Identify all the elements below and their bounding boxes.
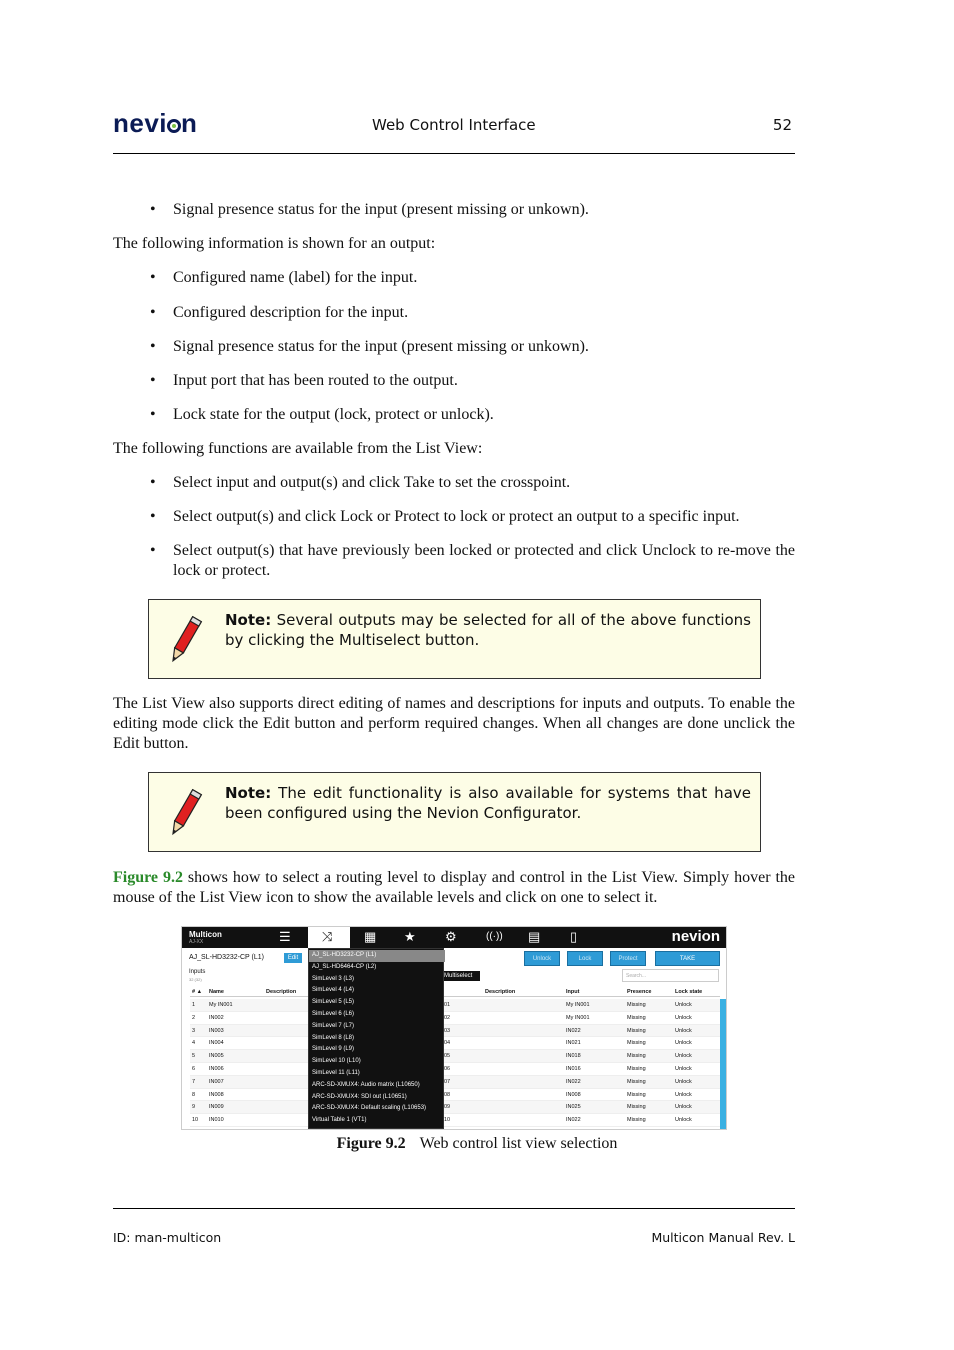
scrollbar[interactable] [720,999,726,1130]
note-text: Note: The edit functionality is also available for systems that have been configured using the Nevion Configurator. [225,784,751,822]
level-option[interactable]: SimLevel 8 (L8) [312,1034,355,1041]
note-text: Note: Several outputs may be selected for all of the above functions by clicking the Multiselect button. [225,611,751,649]
take-button[interactable]: TAKE [655,951,720,966]
list-item: • Signal presence status for the input (present missing or unkown). [150,338,589,355]
level-option[interactable]: AJ_SL-HD3232-CP (L1) [309,950,445,962]
table-row[interactable]: 4 IN004 04 IN021 Missing Unlock [190,1037,720,1050]
list-item: • Select input and output(s) and click Take to set the crosspoint. [150,474,571,491]
table-row[interactable]: 3 IN003 03 IN022 Missing Unlock [190,1025,720,1038]
pencil-icon [167,614,203,666]
list-item: • Select output(s) that have previously been locked or protected and click Unclock to re-move the lock or protect. [150,542,795,579]
level-option[interactable]: AJ_SL-HD6464-CP (L2) [312,963,377,970]
level-dropdown [308,948,444,1129]
table-row[interactable]: 6 IN006 06 IN016 Missing Unlock [190,1063,720,1076]
footer-revision: Multicon Manual Rev. L [651,1230,795,1245]
lock-button[interactable]: Lock [567,951,603,966]
bullet-icon: • [150,269,156,286]
calendar-icon[interactable]: ▤ [528,929,541,944]
table-row[interactable]: 9 IN009 09 IN025 Missing Unlock [190,1101,720,1114]
level-title: AJ_SL-HD3232-CP (L1) [189,954,264,961]
level-option[interactable]: SimLevel 10 (L10) [312,1058,361,1065]
inputs-label: Inputs [189,969,206,975]
level-option[interactable]: SimLevel 3 (L3) [312,975,355,982]
level-option[interactable]: ARC-SD-XMUX4: SDI out (L10651) [312,1093,407,1100]
search-input[interactable]: Search... [622,969,719,982]
level-option[interactable]: ARC-SD-XMUX4: Audio matrix (L10650) [312,1081,420,1088]
list-item: • Configured name (label) for the input. [150,269,418,286]
level-option[interactable]: SimLevel 11 (L11) [312,1070,360,1076]
list-item: • Input port that has been routed to the output. [150,372,458,389]
shuffle-icon[interactable]: ⤨ [322,929,333,944]
menu-icon[interactable]: ☰ [279,929,291,944]
figure-paragraph: Figure 9.2 shows how to select a routing level to display and control in the List View. Simply hover the mouse of the List View icon to show the available levels and click on one to select it. [113,869,796,906]
figure-link[interactable]: Figure 9.2 [113,869,183,886]
footer-id: ID: man-multicon [113,1230,222,1245]
grid-icon[interactable]: ▦ [364,929,377,944]
level-option[interactable]: SimLevel 9 (L9) [312,1046,355,1053]
pencil-icon [167,787,203,839]
multiselect-button[interactable]: Multiselect [442,971,480,981]
edit-paragraph: The List View also supports direct editing of names and descriptions for inputs and outputs. To enable the editing mode click the Edit button and perform required changes. When all changes are done unclick the Edit button. [113,695,795,752]
table-row[interactable]: 1 My IN001 01 My IN001 Missing Unlock [190,999,720,1012]
list-item: • Select output(s) and click Lock or Protect to lock or protect an output to a specific input. [150,508,740,525]
list-view-screenshot [181,926,727,1130]
bullet-icon: • [150,474,156,491]
level-option[interactable]: SimLevel 7 (L7) [312,1022,355,1029]
table-row[interactable]: 2 IN002 02 My IN001 Missing Unlock [190,1012,720,1025]
table-row[interactable]: 7 IN007 07 IN022 Missing Unlock [190,1076,720,1089]
protect-button[interactable]: Protect [610,951,646,966]
note-box [148,599,761,679]
document-icon[interactable]: ▯ [570,929,578,944]
functions-intro: The following functions are available from the List View: [113,440,483,457]
footer-divider [113,1208,795,1209]
page-header [113,108,795,154]
table-row[interactable]: 5 IN005 05 IN018 Missing Unlock [190,1050,720,1063]
bullet-icon: • [150,542,156,559]
level-option[interactable]: SimLevel 4 (L4) [312,987,355,994]
edit-button[interactable]: Edit [284,953,302,963]
list-item: • Lock state for the output (lock, protect or unlock). [150,406,494,423]
unlock-button[interactable]: Unlock [524,951,560,966]
page-number: 52 [772,116,792,134]
app-name: Multicon [189,930,222,939]
level-option[interactable]: SimLevel 6 (L6) [312,1011,355,1017]
bullet-icon: • [150,201,156,218]
nevion-logo: nevion [671,928,720,945]
header-title: Web Control Interface [372,116,536,134]
table-header: # ▲ Name Description Description Input Presence Lock state [190,987,720,997]
table-row[interactable]: 10 IN010 10 IN022 Missing Unlock [190,1114,720,1127]
app-subtitle: AJ-XX [189,939,204,945]
nevion-logo: nevi n [113,108,198,138]
star-icon[interactable]: ★ [404,929,416,944]
note-box [148,772,761,852]
inputs-count: 32 (32) [189,977,202,982]
table-row[interactable]: 8 IN008 08 IN008 Missing Unlock [190,1089,720,1102]
gears-icon[interactable]: ⚙ [445,929,457,944]
bullet-icon: • [150,304,156,321]
bullet-icon: • [150,406,156,423]
level-option[interactable]: ARC-SD-XMUX4: Default scaling (L10653) [312,1105,427,1112]
level-option[interactable]: Virtual Table 1 (VT1) [312,1117,367,1124]
bullet-icon: • [150,508,156,525]
list-item: • Configured description for the input. [150,304,409,321]
level-option[interactable]: SimLevel 5 (L5) [312,999,355,1006]
bullet-icon: • [150,372,156,389]
figure-caption: Figure 9.2 Web control list view selection [336,1135,618,1152]
output-intro: The following information is shown for an output: [113,235,436,252]
bullet-icon: • [150,338,156,355]
list-item: • Signal presence status for the input (present missing or unkown). [150,201,589,218]
broadcast-icon[interactable]: ((·)) [486,931,503,942]
top-bar [182,927,727,948]
